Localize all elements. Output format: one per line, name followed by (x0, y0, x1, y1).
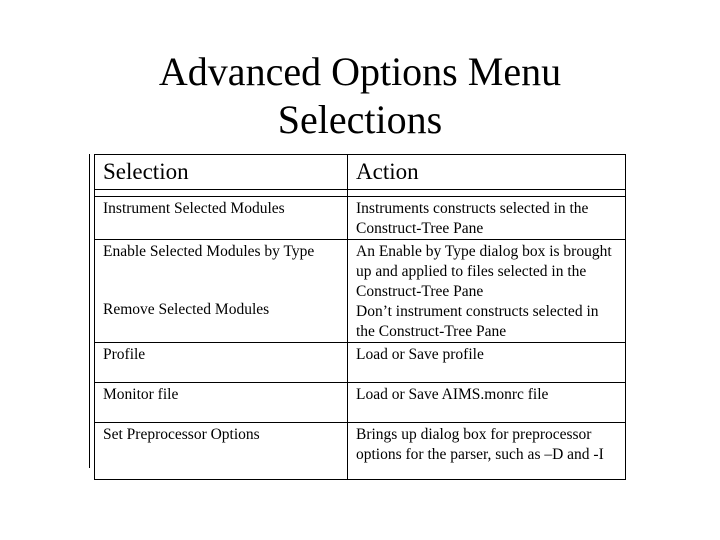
slide-title-line-2: Selections (277, 97, 443, 142)
table-row (95, 197, 626, 240)
header-gap-row (95, 190, 626, 197)
selection-entry: Enable Selected Modules by Type (103, 243, 315, 260)
header-selection: Selection (95, 155, 348, 190)
table-outer-rule-left (89, 154, 90, 468)
action-cell: Load or Save AIMS.monrc file (348, 383, 626, 423)
header-action: Action (348, 155, 626, 190)
selection-cell (95, 240, 348, 343)
table-row (95, 240, 626, 343)
options-table (94, 154, 626, 480)
table-row (95, 343, 626, 383)
selection-cell: Set Preprocessor Options (95, 423, 348, 480)
selection-cell: Instrument Selected Modules (95, 197, 348, 240)
table-row (95, 423, 626, 480)
action-entry: An Enable by Type dialog box is brought up and applied to files selected in the Construct-Tree Pane (356, 243, 612, 300)
selection-cell: Monitor file (95, 383, 348, 423)
action-cell: Instruments constructs selected in the Construct-Tree Pane (348, 197, 626, 240)
action-entry: Don’t instrument constructs selected in the Construct-Tree Pane (356, 303, 599, 340)
action-cell (348, 240, 626, 343)
selection-entry: Remove Selected Modules (103, 301, 270, 318)
table-row (95, 383, 626, 423)
slide-title-line-1: Advanced Options Menu (158, 49, 562, 94)
action-cell: Brings up dialog box for preprocessor options for the parser, such as –D and -I (348, 423, 626, 480)
action-cell: Load or Save profile (348, 343, 626, 383)
table-header-row (95, 155, 626, 190)
selection-cell: Profile (95, 343, 348, 383)
slide-title (0, 48, 720, 144)
